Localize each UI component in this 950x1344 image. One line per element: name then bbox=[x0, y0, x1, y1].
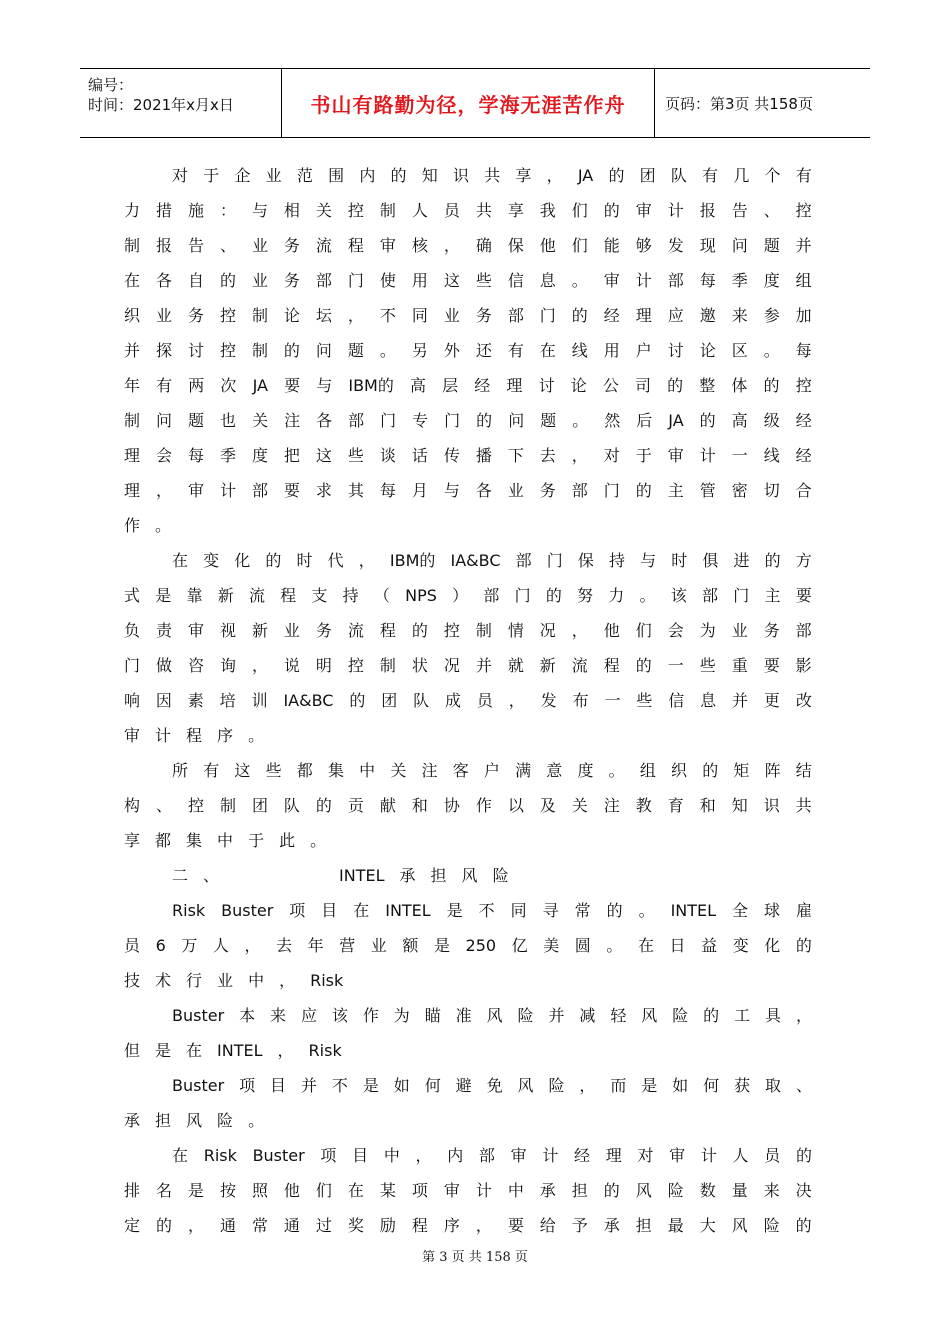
text-line: Buster 项 目 并 不 是 如 何 避 免 风 险 ， 而 是 如 何 获 取 、 bbox=[172, 1076, 812, 1095]
text-line: 年 有 两 次 JA 要 与 IBM的 高 层 经 理 讨 论 公 司 的 整 体 的 控 bbox=[124, 376, 812, 395]
document-body bbox=[124, 158, 812, 1243]
text-line: 所 有 这 些 都 集 中 关 注 客 户 满 意 度 。 组 织 的 矩 阵 结 bbox=[172, 761, 812, 780]
text-line: 织 业 务 控 制 论 坛 ， 不 同 业 务 部 门 的 经 理 应 邀 来 参 加 bbox=[124, 306, 812, 325]
number-label: 编号： bbox=[88, 76, 134, 94]
text-line: 理 ， 审 计 部 要 求 其 每 月 与 各 业 务 部 门 的 主 管 密 切 合 bbox=[124, 481, 812, 500]
text-line: 在 各 自 的 业 务 部 门 使 用 这 些 信 息 。 审 计 部 每 季 度 组 bbox=[124, 271, 812, 290]
text-line: 在 Risk Buster 项 目 中 ， 内 部 审 计 经 理 对 审 计 人 员 的 bbox=[172, 1146, 812, 1165]
text-line: 但 是 在 INTEL ， Risk bbox=[124, 1041, 342, 1060]
header-motto-cell bbox=[282, 69, 655, 137]
header-page-cell bbox=[655, 69, 870, 137]
page-header bbox=[80, 68, 870, 138]
text-line: 对 于 企 业 范 围 内 的 知 识 共 享 ， JA 的 团 队 有 几 个 有 bbox=[172, 166, 812, 185]
motto: 书山有路勤为径，学海无涯苦作舟 bbox=[310, 92, 626, 117]
text-line: 作 。 bbox=[124, 516, 172, 535]
text-line: 员 6 万 人 ， 去 年 营 业 额 是 250 亿 美 圆 。 在 日 益 变 化 的 bbox=[124, 936, 812, 955]
page-footer: 第 3 页 共 158 页 bbox=[422, 1250, 528, 1265]
text-line: 响 因 素 培 训 IA&BC 的 团 队 成 员 ， 发 布 一 些 信 息 并 更 改 bbox=[124, 691, 812, 710]
text-line: 享 都 集 中 于 此 。 bbox=[124, 831, 327, 850]
text-line: 力 措 施 ： 与 相 关 控 制 人 员 共 享 我 们 的 审 计 报 告 、 控 bbox=[124, 201, 812, 220]
text-line: 排 名 是 按 照 他 们 在 某 项 审 计 中 承 担 的 风 险 数 量 来 决 bbox=[124, 1181, 812, 1200]
text-line: 负 责 审 视 新 业 务 流 程 的 控 制 情 况 ， 他 们 会 为 业 务 部 bbox=[124, 621, 812, 640]
text-line: 制 问 题 也 关 注 各 部 门 专 门 的 问 题 。 然 后 JA 的 高 级 经 bbox=[124, 411, 812, 430]
text-line: 二 、 INTEL 承 担 风 险 bbox=[172, 866, 509, 885]
text-line: 审 计 程 序 。 bbox=[124, 726, 265, 745]
text-line: 构 、 控 制 团 队 的 贡 献 和 协 作 以 及 关 注 教 育 和 知 识 共 bbox=[124, 796, 812, 815]
text-line: 理 会 每 季 度 把 这 些 谈 话 传 播 下 去 ， 对 于 审 计 一 线 经 bbox=[124, 446, 812, 465]
text-line: 技 术 行 业 中 ， Risk bbox=[124, 971, 344, 990]
text-line: Risk Buster 项 目 在 INTEL 是 不 同 寻 常 的 。 INTEL 全 球 雇 bbox=[172, 901, 812, 920]
page-label: 页码：第3页 共158页 bbox=[665, 94, 813, 113]
text-line: 制 报 告 、 业 务 流 程 审 核 ， 确 保 他 们 能 够 发 现 问 题 并 bbox=[124, 236, 812, 255]
header-meta bbox=[80, 69, 282, 137]
text-line: 在 变 化 的 时 代 ， IBM的 IA&BC 部 门 保 持 与 时 俱 进 的 方 bbox=[172, 551, 812, 570]
text-line: 式 是 靠 新 流 程 支 持 （ NPS ） 部 门 的 努 力 。 该 部 门 主 要 bbox=[124, 586, 812, 605]
text-line: 定 的 ， 通 常 通 过 奖 励 程 序 ， 要 给 予 承 担 最 大 风 险 的 bbox=[124, 1216, 812, 1235]
date-label: 时间：2021年x月x日 bbox=[88, 96, 234, 114]
text-line: Buster 本 来 应 该 作 为 瞄 准 风 险 并 减 轻 风 险 的 工 具 ， bbox=[172, 1006, 812, 1025]
text-line: 承 担 风 险 。 bbox=[124, 1111, 265, 1130]
text-line: 门 做 咨 询 ， 说 明 控 制 状 况 并 就 新 流 程 的 一 些 重 要 影 bbox=[124, 656, 812, 675]
text-line: 并 探 讨 控 制 的 问 题 。 另 外 还 有 在 线 用 户 讨 论 区 。 每 bbox=[124, 341, 812, 360]
